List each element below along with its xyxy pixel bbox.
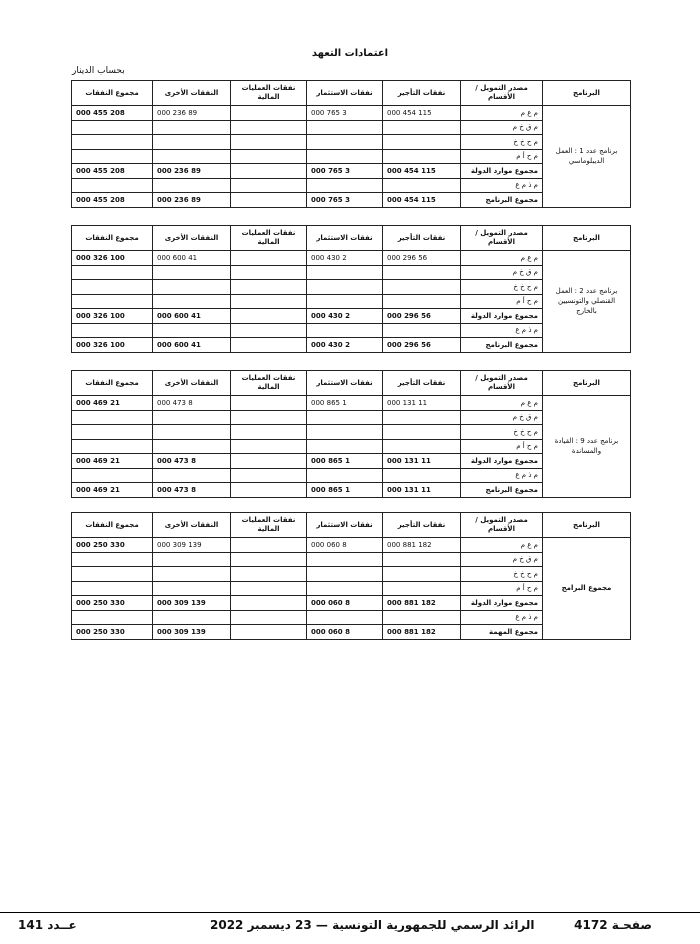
other-cell xyxy=(153,135,231,150)
total-cell xyxy=(72,425,153,440)
financial-cell xyxy=(231,596,307,611)
wages-cell: 56 296 000 xyxy=(383,309,461,324)
financial-cell xyxy=(231,164,307,179)
financial-cell xyxy=(231,323,307,338)
total-cell: 330 250 000 xyxy=(72,625,153,640)
other-cell xyxy=(153,567,231,582)
financial-cell xyxy=(231,567,307,582)
funding-source-cell: مجموع موارد الدولة xyxy=(461,596,543,611)
funding-source-cell: م ع م xyxy=(461,251,543,266)
table-header-row xyxy=(72,226,631,251)
other-cell: 41 600 000 xyxy=(153,338,231,353)
total-cell xyxy=(72,135,153,150)
funding-source-cell: م ق خ م xyxy=(461,410,543,425)
other-cell: 41 600 000 xyxy=(153,251,231,266)
investment-cell xyxy=(307,581,383,596)
other-cell: 89 236 000 xyxy=(153,106,231,121)
wages-cell: 56 296 000 xyxy=(383,251,461,266)
wages-cell xyxy=(383,135,461,150)
financial-cell xyxy=(231,149,307,164)
wages-cell xyxy=(383,610,461,625)
total-cell: 330 250 000 xyxy=(72,596,153,611)
funding-source-cell: مجموع المهمة xyxy=(461,625,543,640)
financial-cell xyxy=(231,265,307,280)
program-label: برنامج عدد 2 : العمل القنصلي والتونسيين بالخارج xyxy=(543,251,631,353)
other-cell xyxy=(153,425,231,440)
funding-source-cell: مجموع موارد الدولة xyxy=(461,164,543,179)
funding-source-cell: م ح أ م xyxy=(461,439,543,454)
investment-cell: 2 430 000 xyxy=(307,251,383,266)
total-cell xyxy=(72,468,153,483)
program-label: مجموع البرامج xyxy=(543,538,631,640)
funding-source-cell: م ذ م ع xyxy=(461,323,543,338)
wages-cell xyxy=(383,410,461,425)
column-header-total: مجموع النفقات xyxy=(72,81,153,106)
investment-cell xyxy=(307,410,383,425)
other-cell: 8 473 000 xyxy=(153,396,231,411)
funding-source-cell: م ع م xyxy=(461,396,543,411)
column-header-investment: نفقات الاستثمار xyxy=(307,371,383,396)
financial-cell xyxy=(231,454,307,469)
investment-cell: 8 060 000 xyxy=(307,538,383,553)
financial-cell xyxy=(231,294,307,309)
column-header-total: مجموع النفقات xyxy=(72,371,153,396)
funding-source-cell: مجموع البرنامج xyxy=(461,193,543,208)
wages-cell xyxy=(383,323,461,338)
wages-cell: 182 881 000 xyxy=(383,596,461,611)
total-cell xyxy=(72,610,153,625)
total-cell: 208 455 000 xyxy=(72,193,153,208)
total-cell: 100 326 000 xyxy=(72,338,153,353)
total-cell: 21 469 000 xyxy=(72,454,153,469)
investment-cell xyxy=(307,567,383,582)
investment-cell: 2 430 000 xyxy=(307,309,383,324)
column-header-wages: نفقات التأجير xyxy=(383,371,461,396)
investment-cell xyxy=(307,135,383,150)
wages-cell: 56 296 000 xyxy=(383,338,461,353)
funding-source-cell: م ق خ م xyxy=(461,120,543,135)
total-cell: 330 250 000 xyxy=(72,538,153,553)
column-header-financial: نفقات العمليات المالية xyxy=(231,513,307,538)
other-cell: 89 236 000 xyxy=(153,193,231,208)
financial-cell xyxy=(231,439,307,454)
column-header-program: البرنامج xyxy=(543,513,631,538)
total-cell: 208 455 000 xyxy=(72,164,153,179)
column-header-financial: نفقات العمليات المالية xyxy=(231,81,307,106)
funding-source-cell: م ح خ خ xyxy=(461,135,543,150)
total-cell: 100 326 000 xyxy=(72,251,153,266)
column-header-source: مصدر التمويل / الأقسام xyxy=(461,81,543,106)
funding-source-cell: م ح أ م xyxy=(461,294,543,309)
wages-cell: 11 131 000 xyxy=(383,483,461,498)
table-header-row xyxy=(72,513,631,538)
column-header-program: البرنامج xyxy=(543,371,631,396)
investment-cell xyxy=(307,610,383,625)
total-cell xyxy=(72,178,153,193)
investment-cell: 3 765 000 xyxy=(307,164,383,179)
total-cell xyxy=(72,280,153,295)
financial-cell xyxy=(231,610,307,625)
total-cell xyxy=(72,439,153,454)
financial-cell xyxy=(231,338,307,353)
wages-cell xyxy=(383,149,461,164)
column-header-total: مجموع النفقات xyxy=(72,226,153,251)
column-header-wages: نفقات التأجير xyxy=(383,513,461,538)
budget-table xyxy=(71,225,631,353)
wages-cell: 11 131 000 xyxy=(383,454,461,469)
financial-cell xyxy=(231,135,307,150)
financial-cell xyxy=(231,251,307,266)
financial-cell xyxy=(231,396,307,411)
financial-cell xyxy=(231,106,307,121)
total-cell xyxy=(72,323,153,338)
footer-journal-title: الرائد الرسمي للجمهورية التونسية — 23 ديسمبر 2022 xyxy=(210,918,535,932)
table-row xyxy=(72,106,631,121)
investment-cell xyxy=(307,149,383,164)
column-header-financial: نفقات العمليات المالية xyxy=(231,226,307,251)
program-label: برنامج عدد 1 : العمل الديبلوماسي xyxy=(543,106,631,208)
wages-cell xyxy=(383,265,461,280)
investment-cell: 3 765 000 xyxy=(307,106,383,121)
investment-cell xyxy=(307,120,383,135)
footer-divider xyxy=(0,912,700,913)
investment-cell xyxy=(307,468,383,483)
wages-cell: 182 881 000 xyxy=(383,538,461,553)
other-cell: 139 309 000 xyxy=(153,625,231,640)
wages-cell: 11 131 000 xyxy=(383,396,461,411)
investment-cell: 1 865 000 xyxy=(307,454,383,469)
total-cell xyxy=(72,265,153,280)
wages-cell: 115 454 000 xyxy=(383,106,461,121)
investment-cell xyxy=(307,439,383,454)
financial-cell xyxy=(231,552,307,567)
investment-cell xyxy=(307,178,383,193)
other-cell xyxy=(153,468,231,483)
other-cell xyxy=(153,410,231,425)
investment-cell: 3 765 000 xyxy=(307,193,383,208)
other-cell: 139 309 000 xyxy=(153,596,231,611)
funding-source-cell: م ق خ م xyxy=(461,552,543,567)
funding-source-cell: م ح خ خ xyxy=(461,280,543,295)
program-label: برنامج عدد 9 : القيادة والمساندة xyxy=(543,396,631,498)
column-header-financial: نفقات العمليات المالية xyxy=(231,371,307,396)
wages-cell xyxy=(383,120,461,135)
financial-cell xyxy=(231,538,307,553)
column-header-wages: نفقات التأجير xyxy=(383,81,461,106)
column-header-other: النفقات الأخرى xyxy=(153,226,231,251)
other-cell xyxy=(153,149,231,164)
total-cell xyxy=(72,294,153,309)
funding-source-cell: م ح أ م xyxy=(461,149,543,164)
budget-table xyxy=(71,80,631,208)
wages-cell: 115 454 000 xyxy=(383,193,461,208)
investment-cell xyxy=(307,265,383,280)
other-cell xyxy=(153,552,231,567)
funding-source-cell: م ح خ خ xyxy=(461,567,543,582)
financial-cell xyxy=(231,280,307,295)
column-header-source: مصدر التمويل / الأقسام xyxy=(461,371,543,396)
funding-source-cell: مجموع البرنامج xyxy=(461,338,543,353)
funding-source-cell: م ح خ خ xyxy=(461,425,543,440)
column-header-investment: نفقات الاستثمار xyxy=(307,513,383,538)
other-cell: 8 473 000 xyxy=(153,454,231,469)
total-cell: 21 469 000 xyxy=(72,483,153,498)
other-cell: 8 473 000 xyxy=(153,483,231,498)
currency-unit-note: بحساب الدينار xyxy=(72,66,125,76)
wages-cell xyxy=(383,178,461,193)
investment-cell xyxy=(307,294,383,309)
column-header-investment: نفقات الاستثمار xyxy=(307,81,383,106)
investment-cell: 1 865 000 xyxy=(307,396,383,411)
total-cell xyxy=(72,581,153,596)
wages-cell xyxy=(383,280,461,295)
budget-table xyxy=(71,512,631,640)
column-header-other: النفقات الأخرى xyxy=(153,81,231,106)
financial-cell xyxy=(231,193,307,208)
column-header-program: البرنامج xyxy=(543,81,631,106)
table-header-row xyxy=(72,371,631,396)
wages-cell: 115 454 000 xyxy=(383,164,461,179)
footer-page-number: صفحـة 4172 xyxy=(574,918,652,932)
funding-source-cell: مجموع البرنامج xyxy=(461,483,543,498)
column-header-total: مجموع النفقات xyxy=(72,513,153,538)
investment-cell: 8 060 000 xyxy=(307,596,383,611)
table-row xyxy=(72,251,631,266)
financial-cell xyxy=(231,625,307,640)
other-cell: 89 236 000 xyxy=(153,164,231,179)
financial-cell xyxy=(231,468,307,483)
total-cell: 100 326 000 xyxy=(72,309,153,324)
wages-cell xyxy=(383,439,461,454)
budget-table xyxy=(71,370,631,498)
total-cell: 21 469 000 xyxy=(72,396,153,411)
investment-cell xyxy=(307,323,383,338)
other-cell xyxy=(153,178,231,193)
other-cell xyxy=(153,439,231,454)
other-cell xyxy=(153,265,231,280)
table-row xyxy=(72,538,631,553)
funding-source-cell: م ذ م ع xyxy=(461,610,543,625)
other-cell xyxy=(153,581,231,596)
other-cell xyxy=(153,610,231,625)
financial-cell xyxy=(231,581,307,596)
column-header-investment: نفقات الاستثمار xyxy=(307,226,383,251)
other-cell xyxy=(153,323,231,338)
other-cell: 139 309 000 xyxy=(153,538,231,553)
wages-cell xyxy=(383,468,461,483)
column-header-other: النفقات الأخرى xyxy=(153,371,231,396)
total-cell xyxy=(72,552,153,567)
footer-issue-number: عــدد 141 xyxy=(18,918,77,932)
wages-cell xyxy=(383,581,461,596)
total-cell xyxy=(72,120,153,135)
investment-cell: 8 060 000 xyxy=(307,625,383,640)
wages-cell xyxy=(383,294,461,309)
investment-cell xyxy=(307,425,383,440)
funding-source-cell: م ذ م ع xyxy=(461,468,543,483)
total-cell: 208 455 000 xyxy=(72,106,153,121)
other-cell: 41 600 000 xyxy=(153,309,231,324)
total-cell xyxy=(72,410,153,425)
funding-source-cell: مجموع موارد الدولة xyxy=(461,454,543,469)
financial-cell xyxy=(231,425,307,440)
column-header-wages: نفقات التأجير xyxy=(383,226,461,251)
other-cell xyxy=(153,280,231,295)
funding-source-cell: م ح أ م xyxy=(461,581,543,596)
wages-cell xyxy=(383,567,461,582)
total-cell xyxy=(72,567,153,582)
column-header-other: النفقات الأخرى xyxy=(153,513,231,538)
funding-source-cell: م ع م xyxy=(461,538,543,553)
column-header-source: مصدر التمويل / الأقسام xyxy=(461,513,543,538)
investment-cell xyxy=(307,552,383,567)
page-title: اعتمادات التعهد xyxy=(311,48,389,59)
funding-source-cell: مجموع موارد الدولة xyxy=(461,309,543,324)
financial-cell xyxy=(231,309,307,324)
funding-source-cell: م ق خ م xyxy=(461,265,543,280)
table-row xyxy=(72,396,631,411)
financial-cell xyxy=(231,120,307,135)
investment-cell: 2 430 000 xyxy=(307,338,383,353)
other-cell xyxy=(153,120,231,135)
financial-cell xyxy=(231,483,307,498)
column-header-source: مصدر التمويل / الأقسام xyxy=(461,226,543,251)
total-cell xyxy=(72,149,153,164)
investment-cell xyxy=(307,280,383,295)
table-header-row xyxy=(72,81,631,106)
funding-source-cell: م ع م xyxy=(461,106,543,121)
wages-cell: 182 881 000 xyxy=(383,625,461,640)
funding-source-cell: م ذ م ع xyxy=(461,178,543,193)
investment-cell: 1 865 000 xyxy=(307,483,383,498)
wages-cell xyxy=(383,552,461,567)
column-header-program: البرنامج xyxy=(543,226,631,251)
financial-cell xyxy=(231,178,307,193)
wages-cell xyxy=(383,425,461,440)
other-cell xyxy=(153,294,231,309)
financial-cell xyxy=(231,410,307,425)
